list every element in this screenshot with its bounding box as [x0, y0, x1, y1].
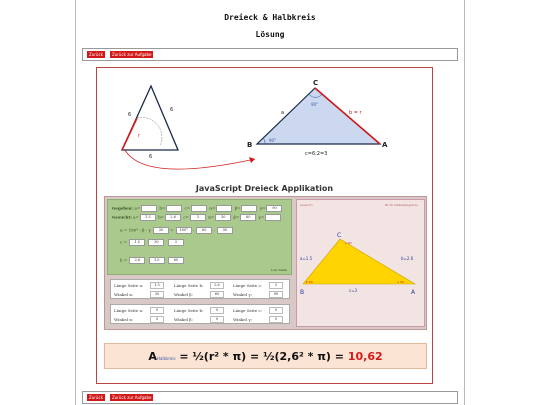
t1-label-gamma: Winkel γ:: [233, 292, 252, 297]
wanted-a-input[interactable]: 1.5: [140, 214, 156, 221]
wanted-alpha-label: α=: [208, 214, 215, 220]
formula-alpha-v1: 180°: [176, 227, 192, 234]
area-subscript: Halbkreis: [156, 356, 176, 361]
right-triangle-sketch: [245, 78, 395, 158]
t2-value-beta: 0: [210, 316, 224, 323]
radius-label: r: [138, 133, 141, 139]
wanted-c-input[interactable]: 3: [190, 214, 206, 221]
input-panel: Gegeben: a= b= c= α= β= γ= 90 Gesucht: a= 1.5 b= 2.6 c= 3 α= 30 β= 60 γ= α = 180° - β - γ 30 = 180° - 60 - 90 c = 1.5 30 3 b = 2.6 1.5 60 Lutz Stark: [107, 199, 292, 275]
canvas-drawing: [297, 200, 424, 326]
area-symbol: A: [148, 350, 157, 363]
formula-alpha-v3: 90: [217, 227, 233, 234]
t1-value-beta: 60: [210, 291, 224, 298]
back-to-task-button-bottom[interactable]: Zurück zur Aufgabe: [112, 395, 152, 400]
formula-b-v2: 1.5: [149, 257, 165, 264]
canvas-corner-right: Nicht maßstabsgetreu: [385, 203, 419, 207]
t1-value-a: 1.5: [150, 282, 164, 289]
side-b-label: b = r: [349, 110, 362, 116]
canvas-vertex-A: A: [411, 289, 416, 296]
t1-value-b: 2.6: [210, 282, 224, 289]
t2-label-beta: Winkel β:: [174, 317, 193, 322]
given-beta-label: β=: [234, 205, 241, 211]
given-label: Gegeben:: [112, 205, 134, 211]
side-c-label: c=6:2=3: [305, 151, 328, 157]
t1-value-alpha: 30: [150, 291, 164, 298]
canvas-angle-B: β 60: [306, 280, 313, 284]
canvas-vertex-C: C: [337, 232, 342, 239]
t1-label-c: Länge Seite c:: [233, 283, 263, 288]
given-alpha-input[interactable]: [216, 205, 232, 212]
t2-value-a: 0: [150, 307, 164, 314]
canvas-angle-C: γ 90: [345, 241, 352, 245]
wanted-b-label: b=: [158, 214, 165, 220]
formula-b: b =: [120, 257, 129, 263]
vertex-A: A: [382, 141, 388, 149]
formula-c-v2: 30: [148, 239, 164, 246]
given-c-label: c=: [184, 205, 191, 211]
side-label-c: 6: [149, 154, 153, 160]
side-label-a: 6: [128, 112, 132, 118]
vertex-B: B: [247, 141, 253, 149]
result-table-2: [110, 304, 290, 324]
t1-label-b: Länge Seite b:: [174, 283, 204, 288]
formula-c: c =: [120, 239, 129, 245]
arrow-curve: [125, 150, 255, 169]
formula-c-v1: 1.5: [129, 239, 145, 246]
wanted-alpha-input[interactable]: 30: [215, 214, 231, 221]
t2-label-a: Länge Seite a:: [114, 308, 144, 313]
area-result: [104, 343, 427, 369]
angle-top-label: 90°: [311, 102, 319, 107]
top-nav-bar: [82, 48, 458, 61]
t1-value-gamma: 90: [269, 291, 283, 298]
formula-b-v1: 2.6: [129, 257, 145, 264]
canvas-vertex-B: B: [300, 289, 305, 296]
given-beta-input[interactable]: [241, 205, 257, 212]
wanted-gamma-input[interactable]: [265, 214, 281, 221]
triangle-canvas: [296, 199, 425, 327]
area-equation: = ½(r² * π) = ½(2,6² * π) =: [175, 350, 348, 363]
t1-label-beta: Winkel β:: [174, 292, 193, 297]
wanted-beta-label: β=: [233, 214, 240, 220]
t2-value-b: 0: [210, 307, 224, 314]
app-credit: Lutz Stark: [271, 268, 287, 272]
canvas-side-b: b=2.6: [401, 256, 414, 261]
t2-value-gamma: 0: [269, 316, 283, 323]
t2-label-gamma: Winkel γ:: [233, 317, 252, 322]
area-value: 10,62: [347, 350, 383, 363]
page-title: Dreieck & Halbkreis: [224, 13, 316, 22]
half-circle-arc: [137, 117, 162, 146]
t1-value-c: 3: [269, 282, 283, 289]
t2-label-c: Länge Seite c:: [233, 308, 263, 313]
side-a-label: a: [281, 110, 285, 116]
canvas-corner-left: www(ct): [300, 203, 313, 207]
canvas-side-c: c=3: [349, 288, 358, 293]
wanted-label: Gesucht:: [112, 214, 132, 220]
t1-label-a: Länge Seite a:: [114, 283, 144, 288]
formula-alpha-v2: 60: [196, 227, 212, 234]
right-triangle: [257, 88, 380, 144]
canvas-angle-A: α 30: [397, 280, 404, 284]
t1-label-alpha: Winkel α:: [114, 292, 134, 297]
back-to-task-button[interactable]: Zurück zur Aufgabe: [112, 52, 152, 57]
given-b-input[interactable]: [166, 205, 182, 212]
canvas-triangle: [303, 239, 415, 284]
app-heading: JavaScript Dreieck Applikation: [195, 184, 334, 193]
given-gamma-label: γ=: [259, 205, 266, 211]
back-button-bottom[interactable]: Zurück: [89, 395, 103, 400]
formula-c-v3: 3: [168, 239, 184, 246]
t2-value-alpha: 0: [150, 316, 164, 323]
wanted-a-label: a=: [133, 214, 139, 220]
formula-alpha: α = 180° - β - γ: [120, 227, 151, 233]
wanted-beta-input[interactable]: 60: [240, 214, 256, 221]
vertex-C: C: [313, 79, 319, 87]
bottom-nav-bar: [82, 391, 458, 404]
t2-label-b: Länge Seite b:: [174, 308, 204, 313]
back-button[interactable]: Zurück: [89, 52, 103, 57]
wanted-b-input[interactable]: 2.6: [165, 214, 181, 221]
given-b-label: b=: [159, 205, 166, 211]
given-c-input[interactable]: [191, 205, 207, 212]
page-subtitle: Lösung: [255, 30, 285, 39]
angle-left-label: 90°: [269, 138, 277, 143]
given-a-input[interactable]: [141, 205, 157, 212]
side-label-b: 6: [170, 107, 174, 113]
result-table-1: [110, 279, 290, 299]
given-gamma-input[interactable]: 90: [266, 205, 282, 212]
wanted-gamma-label: γ=: [258, 214, 265, 220]
given-alpha-label: α=: [209, 205, 216, 211]
wanted-c-label: c=: [183, 214, 189, 220]
given-a-label: a=: [134, 205, 141, 211]
t2-label-alpha: Winkel α:: [114, 317, 134, 322]
canvas-side-a: a=1.5: [300, 256, 313, 261]
formula-b-v3: 60: [168, 257, 184, 264]
t2-value-c: 0: [269, 307, 283, 314]
formula-alpha-result: 30: [153, 227, 169, 234]
equilateral-triangle: [122, 86, 178, 150]
